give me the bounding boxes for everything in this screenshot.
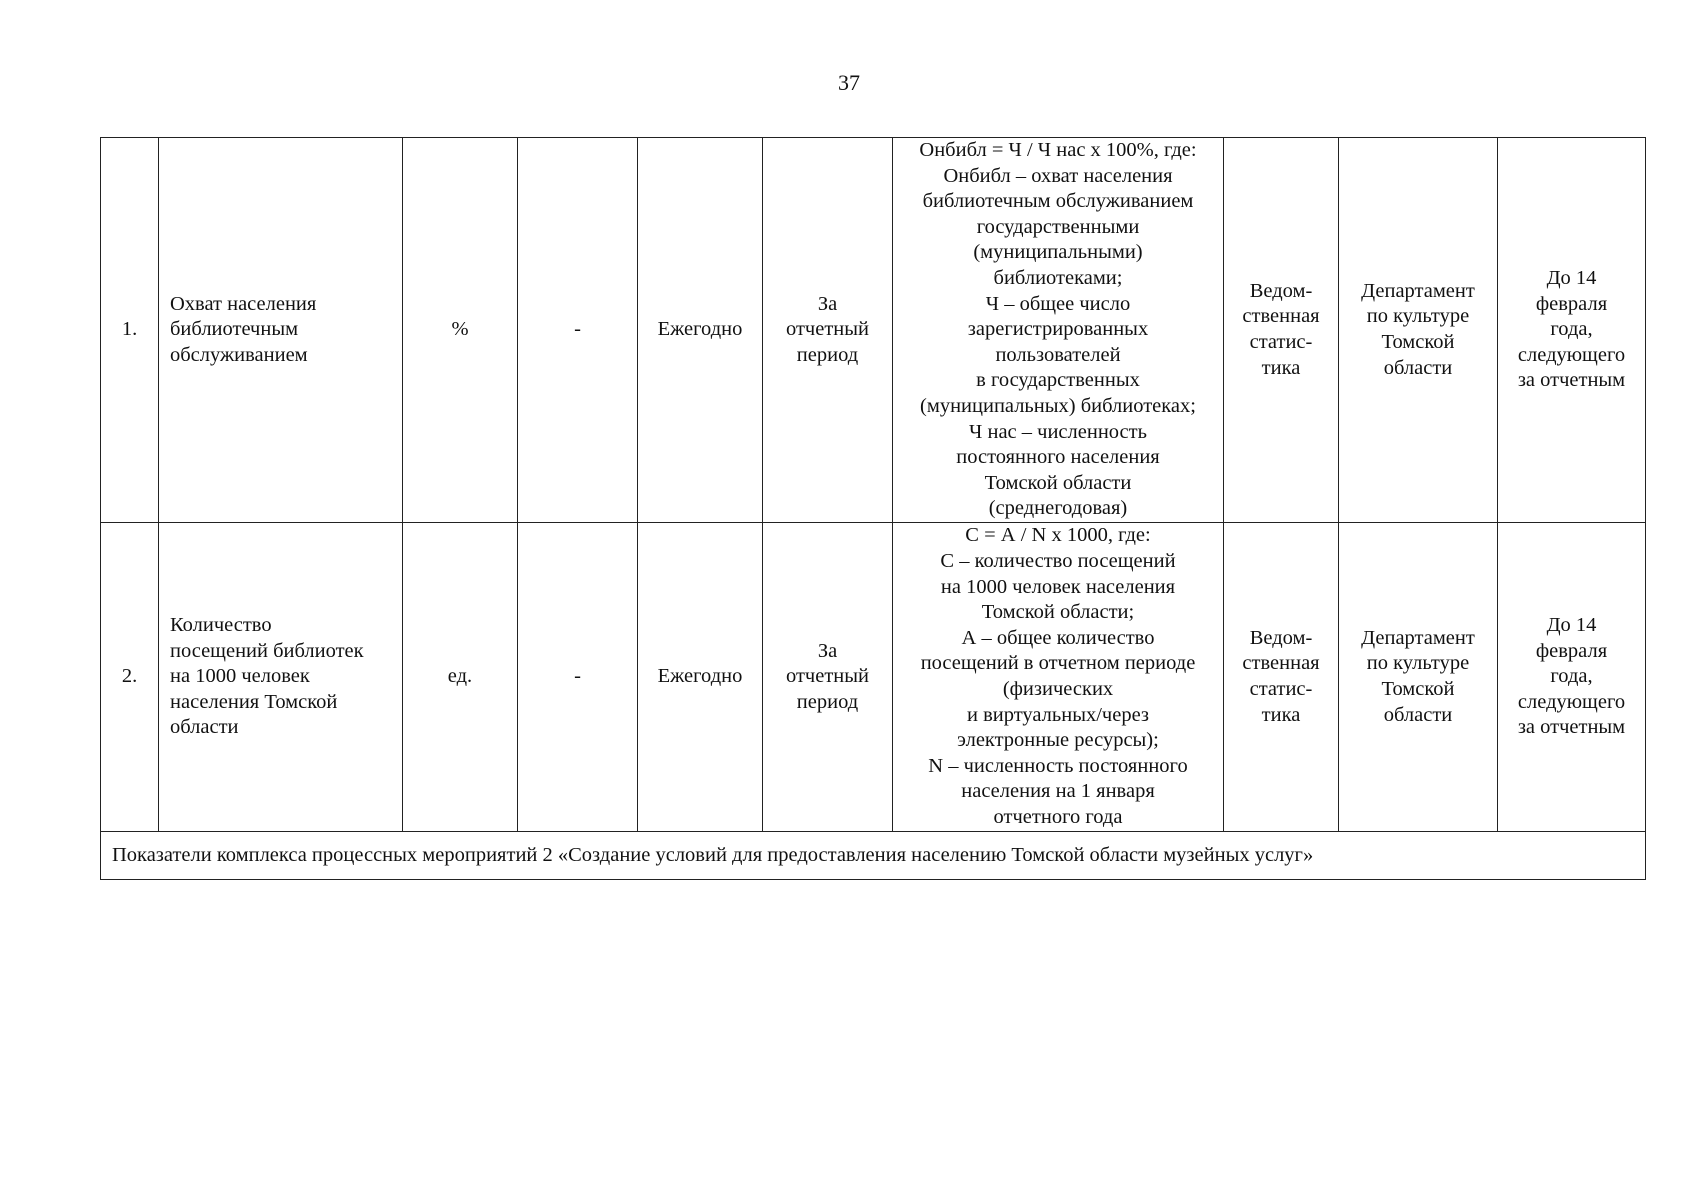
text-line: постоянного населения	[956, 446, 1160, 469]
text-line: и виртуальных/через	[966, 703, 1150, 726]
text-line: Онбибл – охват населения	[943, 164, 1173, 187]
text-line: библиотеками;	[993, 267, 1123, 290]
text-line: До 14	[1546, 267, 1597, 290]
text-line: Томской области	[984, 471, 1132, 494]
text-line: Томской	[1381, 331, 1455, 353]
text-line: в государственных	[976, 369, 1140, 392]
text-line: зарегистрированных	[967, 318, 1149, 341]
deadline-cell	[1498, 138, 1646, 523]
text-line: области	[170, 716, 239, 739]
text-line: тика	[1261, 356, 1301, 379]
text-line: Охват населения	[170, 292, 317, 315]
section-row	[101, 832, 1646, 880]
text-line: пользователей	[995, 343, 1121, 366]
row-number-cell: 2.	[101, 523, 159, 832]
calculation-method-cell	[893, 138, 1224, 523]
text-line: статис-	[1249, 331, 1313, 353]
text-line: отчетного года	[993, 805, 1123, 828]
page-number: 37	[838, 70, 860, 95]
indicator-name-cell	[159, 523, 403, 832]
text-line: Департамент	[1361, 626, 1475, 649]
period-cell	[763, 523, 893, 832]
frequency-cell: Ежегодно	[638, 138, 763, 523]
text-line: отчетный	[785, 318, 870, 341]
text-line: библиотечным	[170, 318, 299, 341]
basic-value-cell: -	[518, 138, 638, 523]
text-line: ственная	[1242, 652, 1320, 675]
text-line: обслуживанием	[170, 343, 308, 366]
text-line: посещений в отчетном периоде	[920, 652, 1196, 675]
text-line: следующего	[1517, 690, 1626, 713]
text-line: электронные ресурсы);	[957, 729, 1159, 752]
text-line: Количество	[170, 614, 272, 637]
text-line: период	[796, 343, 859, 366]
text-line: населения на 1 января	[961, 780, 1155, 803]
text-line: ственная	[1242, 305, 1320, 328]
text-line: года,	[1550, 318, 1593, 341]
period-cell	[763, 138, 893, 523]
text-line: С = А / N х 1000, где:	[965, 524, 1151, 547]
text-line: Ведом-	[1249, 626, 1313, 649]
text-line: на 1000 человек населения	[940, 575, 1176, 598]
text-line: по культуре	[1366, 652, 1470, 675]
text-line: статис-	[1249, 678, 1313, 700]
data-source-cell	[1224, 138, 1339, 523]
unit-cell: %	[403, 138, 518, 523]
text-line: области	[1383, 703, 1453, 726]
text-line: До 14	[1546, 614, 1597, 637]
text-line: февраля	[1535, 639, 1608, 662]
text-line: Онбибл = Ч / Ч нас х 100%, где:	[919, 139, 1197, 162]
text-line: следующего	[1517, 343, 1626, 366]
text-line: N – численность постоянного	[928, 754, 1188, 777]
text-line: тика	[1261, 703, 1301, 726]
text-line: За	[817, 639, 838, 662]
text-line: (муниципальных) библиотеках;	[920, 394, 1196, 417]
text-line: (физических	[1002, 678, 1114, 700]
row-number-cell: 1.	[101, 138, 159, 523]
text-line: Ч – общее число	[985, 292, 1131, 315]
responsible-cell	[1339, 523, 1498, 832]
text-line: библиотечным обслуживанием	[922, 190, 1194, 213]
table-row	[101, 523, 1646, 832]
text-line: Департамент	[1361, 279, 1475, 302]
indicators-table	[100, 137, 1646, 880]
text-line: А – общее количество	[961, 626, 1155, 649]
text-line: февраля	[1535, 292, 1608, 315]
text-line: (среднегодовая)	[988, 497, 1128, 520]
deadline-cell	[1498, 523, 1646, 832]
indicator-name-cell	[159, 138, 403, 523]
text-line: Ведом-	[1249, 279, 1313, 302]
text-line: За	[817, 292, 838, 315]
text-line: Томской	[1381, 678, 1455, 700]
basic-value-cell: -	[518, 523, 638, 832]
text-line: года,	[1550, 665, 1593, 688]
responsible-cell	[1339, 138, 1498, 523]
text-line: Ч нас – численность	[969, 420, 1147, 443]
text-line: Томской области;	[981, 601, 1135, 624]
frequency-cell: Ежегодно	[638, 523, 763, 832]
data-source-cell	[1224, 523, 1339, 832]
unit-cell: ед.	[403, 523, 518, 832]
text-line: С – количество посещений	[940, 550, 1176, 573]
text-line: населения Томской	[170, 690, 338, 713]
calculation-method-cell	[893, 523, 1224, 832]
text-line: отчетный	[785, 665, 870, 688]
text-line: области	[1383, 356, 1453, 379]
table-row	[101, 138, 1646, 523]
text-line: посещений библиотек	[170, 639, 364, 662]
text-line: на 1000 человек	[170, 665, 310, 688]
text-line: за отчетным	[1517, 716, 1626, 739]
text-line: период	[796, 690, 859, 713]
text-line: (муниципальными)	[973, 241, 1143, 264]
text-line: государственными	[976, 215, 1140, 238]
text-line: за отчетным	[1517, 369, 1626, 392]
text-line: по культуре	[1366, 305, 1470, 328]
section-title-cell: Показатели комплекса процессных мероприятий 2 «Создание условий для предоставления населению Томской области музейных услуг»	[101, 832, 1646, 880]
